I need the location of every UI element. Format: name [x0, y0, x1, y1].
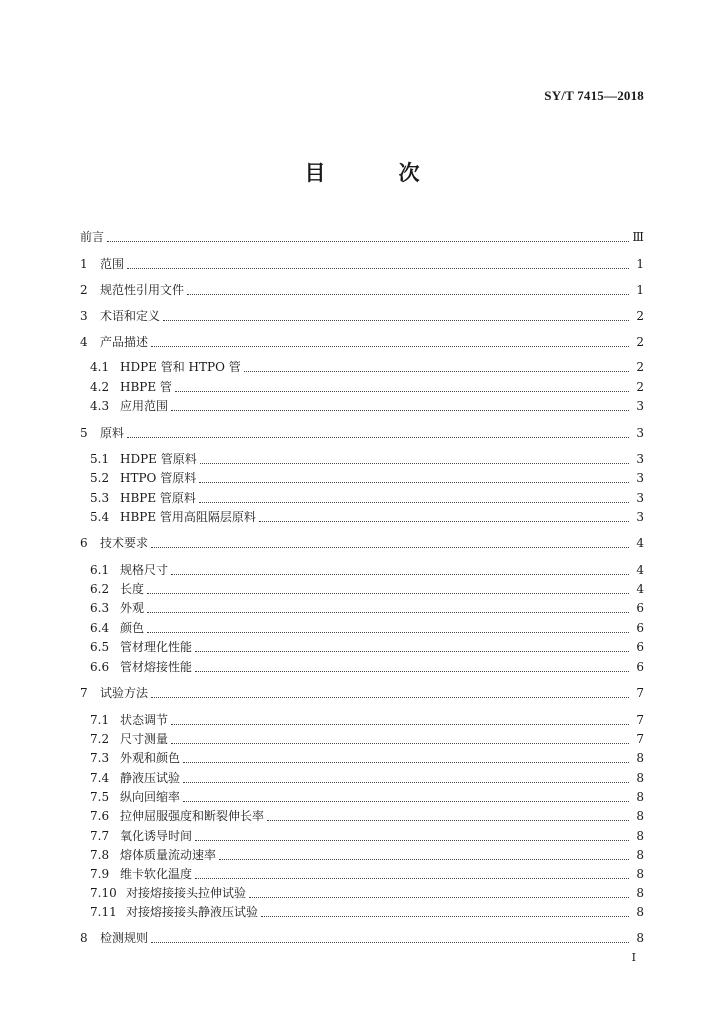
dot-leader	[199, 490, 629, 503]
toc-entry-page: 8	[636, 809, 644, 823]
dot-leader	[151, 334, 629, 347]
toc-entry-number: 4.2	[90, 380, 110, 394]
toc-entry[interactable]	[90, 562, 644, 579]
toc-entry-label: 应用范围	[120, 399, 169, 413]
toc-entry-label: 检测规则	[100, 931, 149, 945]
dot-leader	[171, 562, 629, 575]
toc-entry-page: 4	[636, 582, 644, 596]
dot-leader	[219, 847, 629, 860]
dot-leader	[147, 600, 629, 613]
dot-leader	[151, 535, 629, 548]
toc-entry-number: 6.3	[90, 601, 110, 615]
toc-entry-page: 8	[636, 867, 644, 881]
toc-entry-number: 6.5	[90, 640, 110, 654]
dot-leader	[107, 229, 629, 242]
toc-entry-page: 8	[636, 848, 644, 862]
toc-entry-number: 1	[80, 257, 88, 271]
toc-entry-page: 7	[636, 686, 644, 700]
toc-entry-page: 6	[636, 660, 644, 674]
toc-entry[interactable]	[80, 282, 644, 299]
dot-leader	[199, 470, 629, 483]
toc-entry-page: 8	[636, 931, 644, 945]
toc-entry-page: 2	[636, 309, 644, 323]
toc-entry[interactable]	[90, 620, 644, 637]
toc-entry-page: 2	[636, 335, 644, 349]
dot-leader	[267, 808, 629, 821]
toc-entry-number: 2	[80, 283, 88, 297]
toc-entry-page: 8	[636, 886, 644, 900]
toc-entry-label: 长度	[120, 582, 145, 596]
toc-entry-page: 8	[636, 771, 644, 785]
dot-leader	[171, 398, 629, 411]
dot-leader	[127, 425, 629, 438]
dot-leader	[195, 828, 629, 841]
toc-entry-number: 7.3	[90, 751, 110, 765]
toc-entry-page: 4	[636, 536, 644, 550]
toc-entry-label: 尺寸测量	[120, 732, 169, 746]
toc-entry-label: HBPE 管用高阻隔层原料	[120, 510, 256, 524]
toc-entry-page: 6	[636, 601, 644, 615]
toc-entry[interactable]	[90, 451, 644, 468]
dot-leader	[175, 379, 629, 392]
toc-entry-label: HDPE 管和 HTPO 管	[120, 360, 241, 374]
toc-entry-number: 4.3	[90, 399, 110, 413]
dot-leader	[244, 359, 629, 372]
toc-entry-number: 5	[80, 426, 88, 440]
toc-entry-label: 氧化诱导时间	[120, 829, 193, 843]
toc-entry-page: 3	[636, 491, 644, 505]
toc-entry-number: 6	[80, 536, 88, 550]
toc-entry-number: 6.6	[90, 660, 110, 674]
dot-leader	[195, 639, 629, 652]
toc-entry-label: 静液压试验	[120, 771, 181, 785]
toc-entry-number: 5.2	[90, 471, 110, 485]
toc-entry-label: 状态调节	[120, 713, 169, 727]
toc-entry-page: 1	[636, 283, 644, 297]
toc-entry-number: 6.4	[90, 621, 110, 635]
dot-leader	[163, 308, 629, 321]
toc-entry[interactable]	[90, 789, 644, 806]
toc-entry-page: 6	[636, 621, 644, 635]
toc-entry-label: 颜色	[120, 621, 145, 635]
toc-entry-number: 7.11	[90, 905, 117, 919]
toc-entry-number: 7.4	[90, 771, 110, 785]
toc-entry[interactable]	[80, 535, 644, 552]
toc-entry[interactable]	[90, 359, 644, 376]
toc-entry-number: 7.10	[90, 886, 117, 900]
toc-entry-label: HBPE 管	[120, 380, 172, 394]
toc-entry-label: 范围	[100, 257, 125, 271]
toc-entry-page: 6	[636, 640, 644, 654]
dot-leader	[187, 282, 629, 295]
toc-entry-page: 3	[636, 452, 644, 466]
toc-entry-number: 5.1	[90, 452, 110, 466]
dot-leader	[127, 256, 629, 269]
toc-entry-label: HTPO 管原料	[120, 471, 197, 485]
standard-code: SY/T 7415—2018	[544, 88, 644, 103]
toc-entry-page: 3	[636, 399, 644, 413]
toc-entry-label: 熔体质量流动速率	[120, 848, 217, 862]
toc-entry-number: 7.1	[90, 713, 110, 727]
toc-entry-page: 3	[636, 426, 644, 440]
toc-entry-label: 术语和定义	[100, 309, 161, 323]
dot-leader	[147, 620, 629, 633]
dot-leader	[195, 866, 629, 879]
toc-entry[interactable]	[90, 847, 644, 864]
toc-entry[interactable]	[80, 256, 644, 273]
toc-entry[interactable]	[80, 334, 644, 351]
toc-entry-number: 6.2	[90, 582, 110, 596]
toc-entry-label: 外观和颜色	[120, 751, 181, 765]
toc-entry-label: 维卡软化温度	[120, 867, 193, 881]
dot-leader	[183, 770, 629, 783]
toc-entry[interactable]	[90, 639, 644, 656]
toc-entry-label: 外观	[120, 601, 145, 615]
toc-entry[interactable]	[80, 229, 644, 246]
toc-entry-label: 规格尺寸	[120, 563, 169, 577]
dot-leader	[151, 685, 629, 698]
toc-entry[interactable]	[90, 470, 644, 487]
toc-entry-number: 7.2	[90, 732, 110, 746]
page-title: 目 次	[304, 160, 446, 185]
toc-entry-number: 8	[80, 931, 88, 945]
toc-entry-label: 管材熔接性能	[120, 660, 193, 674]
dot-leader	[183, 750, 629, 763]
toc-entry-page: 3	[636, 471, 644, 485]
toc-entry-label: 对接熔接接头静液压试验	[126, 905, 259, 919]
toc-entry[interactable]	[80, 685, 644, 702]
dot-leader	[147, 581, 629, 594]
toc-entry-number: 5.3	[90, 491, 110, 505]
toc-entry-label: 规范性引用文件	[100, 283, 185, 297]
toc-entry-number: 7.7	[90, 829, 110, 843]
toc-entry[interactable]	[80, 930, 644, 947]
toc-entry-number: 7.9	[90, 867, 110, 881]
toc-entry-number: 5.4	[90, 510, 110, 524]
toc-entry[interactable]	[90, 885, 644, 902]
toc-entry-label: 试验方法	[100, 686, 149, 700]
dot-leader	[183, 789, 629, 802]
toc-entry[interactable]	[90, 600, 644, 617]
toc-entry[interactable]	[90, 659, 644, 676]
toc-entry-label: 对接熔接接头拉伸试验	[126, 886, 247, 900]
toc-entry-page: 3	[636, 510, 644, 524]
toc-entry-page: 4	[636, 563, 644, 577]
toc-entry-label: 管材理化性能	[120, 640, 193, 654]
dot-leader	[171, 731, 629, 744]
toc-entry-number: 7.5	[90, 790, 110, 804]
dot-leader	[200, 451, 629, 464]
toc-entry-label: 产品描述	[100, 335, 149, 349]
toc-entry-number: 4	[80, 335, 88, 349]
toc-entry-number: 7.6	[90, 809, 110, 823]
toc-entry-page: 8	[636, 751, 644, 765]
toc-entry[interactable]	[90, 808, 644, 825]
toc-entry-page: 7	[636, 732, 644, 746]
toc-entry-number: 6.1	[90, 563, 110, 577]
toc-entry-label: HDPE 管原料	[120, 452, 197, 466]
toc-entry[interactable]	[90, 712, 644, 729]
toc-entry[interactable]	[80, 425, 644, 442]
toc-entry-number: 7.8	[90, 848, 110, 862]
toc-entry-label: 技术要求	[100, 536, 149, 550]
toc-entry-page: 7	[636, 713, 644, 727]
toc-entry-label: 原料	[100, 426, 125, 440]
toc-entry-label: 纵向回缩率	[120, 790, 181, 804]
toc-entry[interactable]	[90, 581, 644, 598]
toc-entry-number: 7	[80, 686, 88, 700]
toc-entry-label: 拉伸屈服强度和断裂伸长率	[120, 809, 265, 823]
toc-entry-number: 3	[80, 309, 88, 323]
dot-leader	[151, 930, 629, 943]
toc-entry[interactable]	[90, 379, 644, 396]
toc-entry[interactable]	[90, 866, 644, 883]
toc-entry-page: 2	[636, 380, 644, 394]
toc-entry-page: 2	[636, 360, 644, 374]
dot-leader	[249, 885, 629, 898]
dot-leader	[259, 509, 629, 522]
toc-entry-page: 8	[636, 790, 644, 804]
toc-entry[interactable]	[90, 509, 644, 526]
toc-entry[interactable]	[90, 398, 644, 415]
dot-leader	[171, 712, 629, 725]
toc-entry[interactable]	[90, 828, 644, 845]
toc-entry-page: 8	[636, 905, 644, 919]
toc-entry-number: 4.1	[90, 360, 110, 374]
toc-entry-label: 前言	[80, 230, 105, 244]
toc-entry-label: HBPE 管原料	[120, 491, 196, 505]
toc-entry-page: Ⅲ	[632, 230, 644, 244]
toc-entry-page: 8	[636, 829, 644, 843]
page-number: I	[631, 951, 636, 964]
toc-entry-page: 1	[636, 257, 644, 271]
toc-entry[interactable]	[90, 904, 644, 921]
dot-leader	[261, 904, 629, 917]
toc-entry[interactable]	[90, 770, 644, 787]
toc-entry[interactable]	[90, 490, 644, 507]
toc-entry[interactable]	[90, 731, 644, 748]
toc-entry[interactable]	[90, 750, 644, 767]
toc-entry[interactable]	[80, 308, 644, 325]
dot-leader	[195, 659, 629, 672]
